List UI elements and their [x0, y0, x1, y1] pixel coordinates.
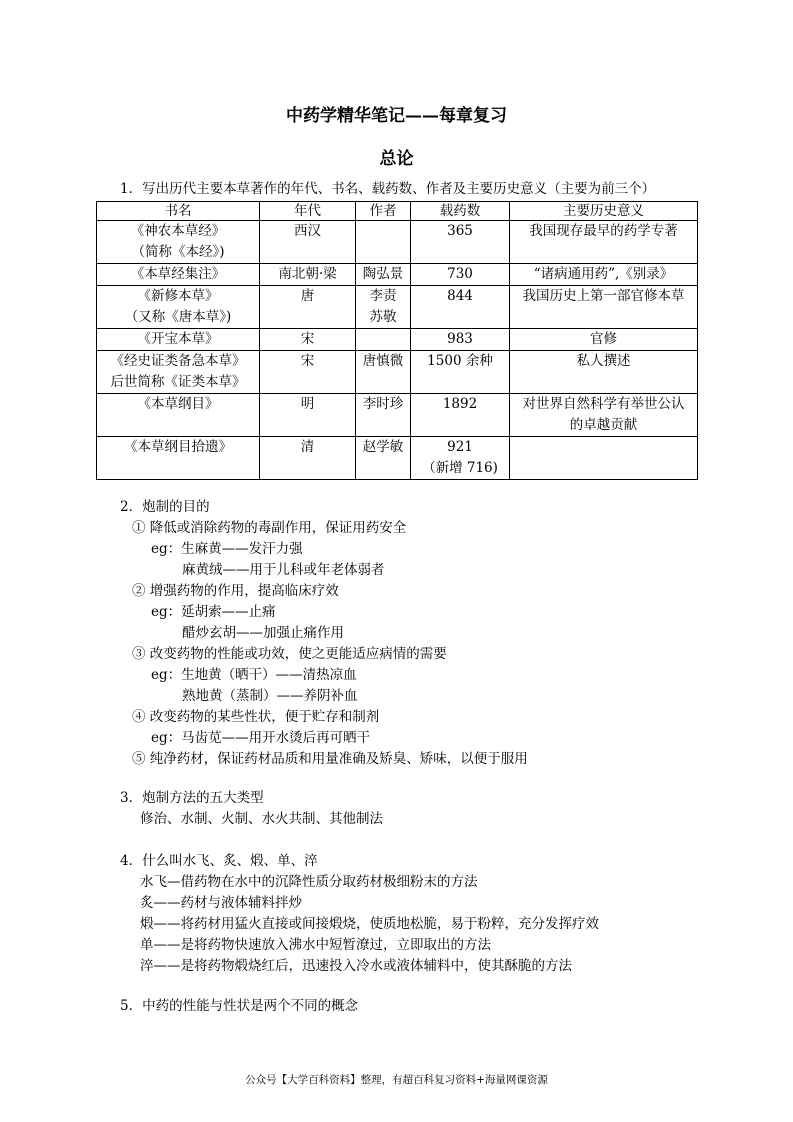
era-cell-line: 清: [300, 439, 315, 455]
book-title-cell: [97, 264, 260, 286]
table-row: [97, 437, 698, 480]
column-header: 年代: [260, 202, 356, 221]
book-title-cell: [97, 394, 260, 437]
herb-count-cell-line: （新增 716): [422, 460, 498, 476]
table-row: [97, 394, 698, 437]
era-cell: [260, 437, 356, 480]
table-row: [97, 351, 698, 394]
significance-cell-line: 对世界自然科学有举世公认: [522, 396, 685, 412]
list-item: 淬——是将药物煅烧红后，迅速投入冷水或液体辅料中，使其酥脆的方法: [140, 958, 572, 974]
book-title-cell: [97, 221, 260, 264]
author-cell: [356, 351, 411, 394]
herb-count-cell: [411, 264, 510, 286]
list-item: eg：生地黄（晒干）——清热凉血: [151, 667, 357, 683]
herb-count-cell: [411, 437, 510, 480]
book-title-cell-line: 《本草经集注》: [130, 266, 226, 282]
era-cell-line: 西汉: [294, 223, 321, 239]
table-header-row: [97, 202, 698, 221]
list-item: ④ 改变药物的某些性状，便于贮存和制剂: [132, 709, 380, 725]
question-4-list: [120, 872, 599, 977]
book-title-cell-line: （又称《唐本草》): [124, 309, 232, 325]
list-item: 麻黄绒——用于儿科或年老体弱者: [182, 562, 385, 578]
table-row: [97, 264, 698, 286]
author-cell: [356, 329, 411, 351]
author-cell: [356, 286, 411, 329]
question-4-heading: 4．什么叫水飞、炙、煅、单、淬: [120, 853, 318, 869]
era-cell: [260, 221, 356, 264]
author-cell-line: 李责: [369, 288, 397, 304]
book-title-cell-line: 《经史证类备急本草》: [110, 353, 246, 369]
list-item: eg：生麻黄——发汗力强: [151, 541, 303, 557]
list-item: 炙——药材与液体辅料拌炒: [140, 895, 302, 911]
question-4: [120, 851, 599, 977]
list-item: 水飞—借药物在水中的沉降性质分取药材极细粉末的方法: [140, 874, 478, 890]
list-item: ③ 改变药物的性能或功效，使之更能适应病情的需要: [132, 646, 447, 662]
herb-count-cell: [411, 329, 510, 351]
era-cell-line: 唐: [300, 288, 315, 304]
question-1-heading: 1．写出历代主要本草著作的年代、书名、载药数、作者及主要历史意义（主要为前三个）: [120, 181, 656, 197]
herb-count-cell: [411, 286, 510, 329]
herb-count-cell-line: 730: [447, 266, 473, 282]
era-cell-line: 宋: [300, 331, 315, 347]
list-item: ① 降低或消除药物的毒副作用，保证用药安全: [132, 520, 407, 536]
herb-count-cell-line: 1500 余种: [427, 353, 493, 369]
list-item: ⑤ 纯净药材，保证药材品质和用量准确及矫臭、矫味，以便于服用: [132, 751, 528, 767]
table-row: [97, 329, 698, 351]
era-cell-line: 明: [300, 396, 315, 412]
book-title-cell: [97, 437, 260, 480]
book-title-cell-line: 《本草纲目拾遗》: [124, 439, 232, 455]
significance-cell: [510, 221, 698, 264]
column-header: 载药数: [411, 202, 510, 221]
significance-cell-line: 我国历史上第一部官修本草: [522, 288, 685, 304]
author-cell: [356, 394, 411, 437]
era-cell: [260, 286, 356, 329]
list-item: eg：马齿苋——用开水烫后再可晒干: [151, 730, 371, 746]
herb-count-cell-line: 844: [447, 288, 473, 304]
era-cell: [260, 351, 356, 394]
significance-cell-line: 的卓越贡献: [569, 417, 638, 433]
significance-cell-line: 私人撰述: [576, 353, 631, 369]
question-3: [120, 788, 383, 830]
era-cell: [260, 394, 356, 437]
significance-cell: [510, 286, 698, 329]
herb-count-cell: [411, 351, 510, 394]
era-cell-line: 南北朝·梁: [278, 266, 337, 282]
question-3-body: 修治、水制、火制、水火共制、其他制法: [140, 811, 383, 827]
herb-count-cell-line: 921: [447, 439, 473, 455]
list-item: ② 增强药物的作用，提高临床疗效: [132, 583, 339, 599]
author-cell-line: 陶弘景: [362, 266, 404, 282]
herb-count-cell: [411, 221, 510, 264]
column-header: 主要历史意义: [510, 202, 698, 221]
author-cell-line: 李时珍: [362, 396, 404, 412]
list-item: eg：延胡索——止痛: [151, 604, 276, 620]
author-cell-line: 苏敬: [369, 309, 397, 325]
book-title-cell: [97, 286, 260, 329]
list-item: 煅——将药材用猛火直接或间接煅烧，使质地松脆，易于粉粹，充分发挥疗效: [140, 916, 599, 932]
section-title: 总论: [379, 149, 414, 169]
herbal-classics-table: [96, 201, 698, 480]
column-header: 作者: [356, 202, 411, 221]
author-cell: [356, 264, 411, 286]
significance-cell: [510, 394, 698, 437]
era-cell: [260, 264, 356, 286]
author-cell: [356, 437, 411, 480]
significance-cell-line: 我国现存最早的药学专著: [529, 223, 678, 239]
table-body: [97, 221, 698, 480]
question-5-heading: 5．中药的性能与性状是两个不同的概念: [120, 998, 359, 1014]
question-2-list: [120, 518, 528, 770]
question-3-heading: 3．炮制方法的五大类型: [120, 790, 264, 806]
herb-count-cell: [411, 394, 510, 437]
question-2-heading: 2．炮制的目的: [120, 499, 210, 515]
significance-cell: [510, 329, 698, 351]
list-item: 醋炒玄胡——加强止痛作用: [182, 625, 344, 641]
author-cell-line: 赵学敏: [362, 439, 404, 455]
significance-cell: [510, 437, 698, 480]
book-title-cell-line: 后世简称《证类本草》: [110, 374, 246, 390]
page-footer: 公众号【大学百科资料】整理，有超百科复习资料+海量网课资源: [245, 1074, 548, 1086]
page-title: 中药学精华笔记——每章复习: [286, 106, 507, 126]
question-5: [120, 996, 358, 1017]
book-title-cell-line: 《神农本草经》: [130, 223, 226, 239]
author-cell-line: 唐慎微: [362, 353, 404, 369]
herb-count-cell-line: 365: [447, 223, 473, 239]
author-cell: [356, 221, 411, 264]
significance-cell-line: “诸病通用药”,《别录》: [533, 266, 674, 282]
book-title-cell-line: 《开宝本草》: [137, 331, 219, 347]
question-2: [120, 497, 528, 770]
column-header: 书名: [97, 202, 260, 221]
list-item: 熟地黄（蒸制）——养阴补血: [182, 688, 358, 704]
book-title-cell: [97, 351, 260, 394]
significance-cell-line: 官修: [590, 331, 617, 347]
table-row: [97, 221, 698, 264]
era-cell: [260, 329, 356, 351]
herb-count-cell-line: 1892: [442, 396, 478, 412]
significance-cell: [510, 264, 698, 286]
list-item: 单——是将药物快速放入沸水中短暂潦过，立即取出的方法: [140, 937, 491, 953]
book-title-cell-line: 《新修本草》: [137, 288, 219, 304]
era-cell-line: 宋: [300, 353, 315, 369]
book-title-cell-line: （简称《本经》): [131, 244, 225, 260]
significance-cell: [510, 351, 698, 394]
book-title-cell-line: 《本草纲目》: [137, 396, 219, 412]
table-row: [97, 286, 698, 329]
book-title-cell: [97, 329, 260, 351]
herb-count-cell-line: 983: [447, 331, 473, 347]
